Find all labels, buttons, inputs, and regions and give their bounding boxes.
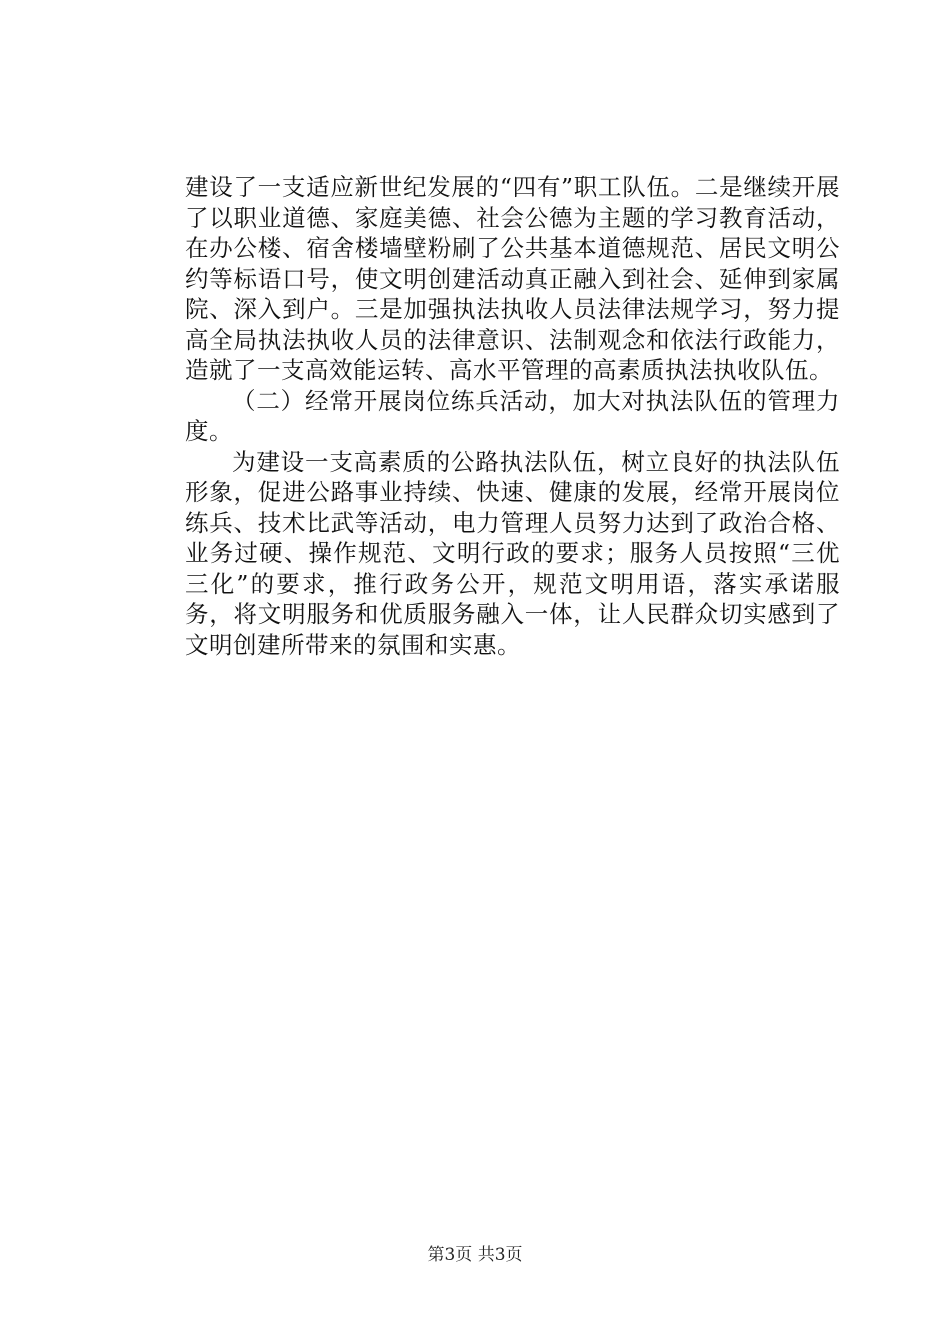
section-heading-2: （二）经常开展岗位练兵活动，加大对执法队伍的管理力度。 — [185, 386, 840, 445]
body-paragraph: 为建设一支高素质的公路执法队伍，树立良好的执法队伍形象，促进公路事业持续、快速、健康的发展，经常开展岗位练兵、技术比武等活动，电力管理人员努力达到了政治合格、业务过硬、操作规范、文明行政的要求；服务人员按照“三优三化”的要求，推行政务公开，规范文明用语，落实承诺服务，将文明服务和优质服务融入一体，让人民群众切实感到了文明创建所带来的氛围和实惠。 — [185, 447, 840, 659]
document-body — [185, 172, 840, 660]
body-paragraph-continuation: 建设了一支适应新世纪发展的“四有”职工队伍。二是继续开展了以职业道德、家庭美德、社会公德为主题的学习教育活动，在办公楼、宿舍楼墙壁粉刷了公共基本道德规范、居民文明公约等标语口号，使文明创建活动真正融入到社会、延伸到家属院、深入到户。三是加强执法执收人员法律法规学习，努力提高全局执法执收人员的法律意识、法制观念和依法行政能力，造就了一支高效能运转、高水平管理的高素质执法执收队伍。 — [185, 173, 840, 384]
page-footer: 第3页 共3页 — [427, 1245, 523, 1265]
